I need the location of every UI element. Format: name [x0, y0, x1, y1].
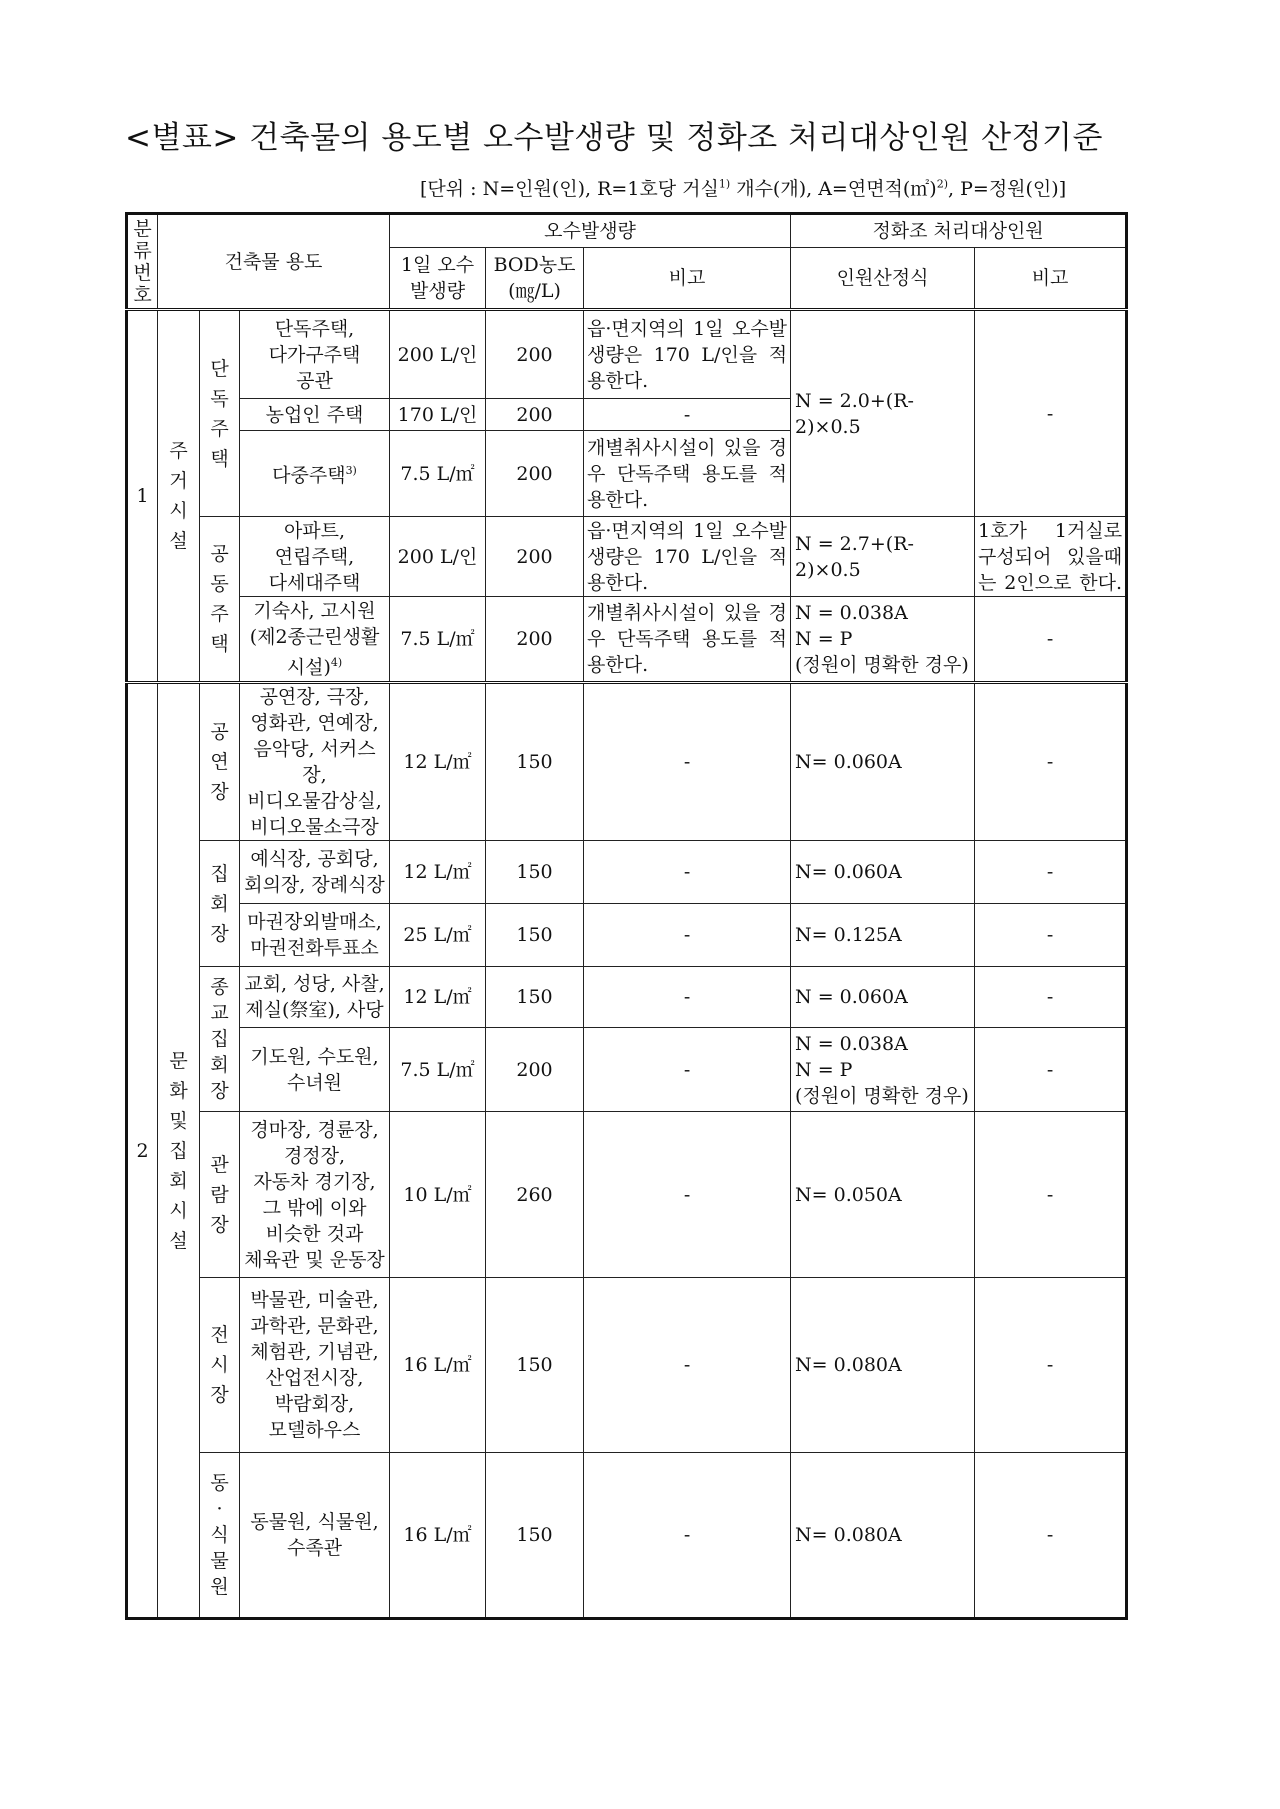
row-formula: N= 0.060A: [791, 841, 975, 904]
row-remark: -: [584, 1278, 791, 1453]
row-daily: 7.5 L/㎡: [390, 597, 486, 683]
row-bod: 150: [486, 841, 584, 904]
row-bod: 200: [486, 431, 584, 517]
row-remark: 읍·면지역의 1일 오수발생량은 170 L/인을 적용한다.: [584, 517, 791, 597]
units-text-2: 개수(개), A=연면적(㎡): [730, 178, 937, 200]
header-sewage: 오수발생량: [390, 214, 791, 248]
row-use: 공연장, 극장, 영화관, 연예장, 음악당, 서커스장, 비디오물감상실, 비디오물소극장: [240, 683, 390, 841]
row-bod: 200: [486, 399, 584, 431]
row-use: 마권장외발매소, 마권전화투표소: [240, 904, 390, 967]
table-row: [127, 1278, 1127, 1453]
units-text-1: [단위 : N=인원(인), R=1호당 거실: [420, 178, 719, 200]
row-formula: N = 0.060A: [791, 967, 975, 1028]
row-daily: 25 L/㎡: [390, 904, 486, 967]
row-bod: 150: [486, 967, 584, 1028]
row-use: 교회, 성당, 사찰, 제실(祭室), 사당: [240, 967, 390, 1028]
group-1-name: 주 거 시 설: [158, 310, 200, 683]
subcategory-cell: 전 시 장: [200, 1278, 240, 1453]
row-use: 예식장, 공회당, 회의장, 장례식장: [240, 841, 390, 904]
table-row: [127, 1028, 1127, 1112]
row-use: 박물관, 미술관, 과학관, 문화관, 체험관, 기념관, 산업전시장, 박람회장, 모델하우스: [240, 1278, 390, 1453]
row-note: -: [975, 1028, 1127, 1112]
row-note: -: [975, 1453, 1127, 1619]
row-use: 농업인 주택: [240, 399, 390, 431]
header-building-use: 건축물 용도: [158, 214, 390, 310]
row-remark: 읍·면지역의 1일 오수발생량은 170 L/인을 적용한다.: [584, 310, 791, 399]
row-bod: 150: [486, 1278, 584, 1453]
header-category-no: 분 류 번 호: [127, 214, 158, 310]
units-text-3: , P=정원(인)]: [948, 178, 1067, 200]
row-use: 아파트, 연립주택, 다세대주택: [240, 517, 390, 597]
row-use: 동물원, 식물원, 수족관: [240, 1453, 390, 1619]
row-bod: 200: [486, 517, 584, 597]
row-daily: 7.5 L/㎡: [390, 1028, 486, 1112]
row-bod: 150: [486, 904, 584, 967]
row-note: -: [975, 1112, 1127, 1278]
row-use: 경마장, 경륜장, 경정장, 자동차 경기장, 그 밖에 이와 비슷한 것과 체육관 및 운동장: [240, 1112, 390, 1278]
row-note: -: [975, 683, 1127, 841]
group-1-no: 1: [127, 310, 158, 683]
row-formula: N= 0.080A: [791, 1278, 975, 1453]
row-formula: N= 0.125A: [791, 904, 975, 967]
row-remark: -: [584, 399, 791, 431]
row-use: 단독주택, 다가구주택 공관: [240, 310, 390, 399]
header-remarks-2: 비고: [975, 248, 1127, 310]
row-remark: 개별취사시설이 있을 경우 단독주택 용도를 적용한다.: [584, 597, 791, 683]
row-remark: -: [584, 967, 791, 1028]
row-bod: 200: [486, 597, 584, 683]
table-row: [127, 1453, 1127, 1619]
units-footnote-1: 1): [718, 177, 731, 191]
row-daily: 12 L/㎡: [390, 967, 486, 1028]
header-formula: 인원산정식: [791, 248, 975, 310]
subcategory-cell: 종 교 집 회 장: [200, 967, 240, 1112]
row-daily: 16 L/㎡: [390, 1278, 486, 1453]
table-row: [127, 904, 1127, 967]
group-2-no: 2: [127, 683, 158, 1619]
row-formula: N = 0.038A N = P (정원이 명확한 경우): [791, 1028, 975, 1112]
row-use: 기도원, 수도원, 수녀원: [240, 1028, 390, 1112]
row-formula: N = 2.0+(R-2)×0.5: [791, 310, 975, 517]
row-formula: N= 0.060A: [791, 683, 975, 841]
header-bod: BOD농도 (㎎/L): [486, 248, 584, 310]
row-formula: N = 0.038A N = P (정원이 명확한 경우): [791, 597, 975, 683]
row-bod: 200: [486, 310, 584, 399]
row-bod: 200: [486, 1028, 584, 1112]
row-daily: 7.5 L/㎡: [390, 431, 486, 517]
row-remark: -: [584, 1028, 791, 1112]
row-note: -: [975, 1278, 1127, 1453]
row-daily: 12 L/㎡: [390, 683, 486, 841]
header-septic: 정화조 처리대상인원: [791, 214, 1127, 248]
row-note: -: [975, 841, 1127, 904]
row-remark: -: [584, 1112, 791, 1278]
row-daily: 170 L/인: [390, 399, 486, 431]
row-note: -: [975, 967, 1127, 1028]
row-remark: -: [584, 1453, 791, 1619]
group-1-sub-detached: 단 독 주 택: [200, 310, 240, 517]
row-remark: 개별취사시설이 있을 경우 단독주택 용도를 적용한다.: [584, 431, 791, 517]
table-row: [127, 683, 1127, 841]
row-formula: N= 0.080A: [791, 1453, 975, 1619]
row-bod: 150: [486, 683, 584, 841]
header-remarks: 비고: [584, 248, 791, 310]
table-row: [127, 967, 1127, 1028]
table-row: [127, 841, 1127, 904]
row-formula: N= 0.050A: [791, 1112, 975, 1278]
row-bod: 150: [486, 1453, 584, 1619]
row-formula: N = 2.7+(R-2)×0.5: [791, 517, 975, 597]
row-remark: -: [584, 683, 791, 841]
units-legend: [420, 174, 1170, 201]
standards-table: [125, 212, 1128, 1620]
row-daily: 12 L/㎡: [390, 841, 486, 904]
row-daily: 10 L/㎡: [390, 1112, 486, 1278]
row-daily: 200 L/인: [390, 310, 486, 399]
subcategory-cell: 공 연 장: [200, 683, 240, 841]
row-bod: 260: [486, 1112, 584, 1278]
subcategory-cell: 관 람 장: [200, 1112, 240, 1278]
subcategory-cell: 집 회 장: [200, 841, 240, 967]
row-use: 기숙사, 고시원 (제2종근린생활 시설)$^{4)}$: [240, 597, 390, 683]
table-row: [127, 1112, 1127, 1278]
page-title: <별표> 건축물의 용도별 오수발생량 및 정화조 처리대상인원 산정기준: [125, 120, 1103, 156]
row-use: 다중주택$^{3)}$: [240, 431, 390, 517]
row-remark: -: [584, 841, 791, 904]
row-remark: -: [584, 904, 791, 967]
row-note: -: [975, 310, 1127, 517]
row-note: -: [975, 597, 1127, 683]
group-2-name: 문 화 및 집 회 시 설: [158, 683, 200, 1619]
row-daily: 16 L/㎡: [390, 1453, 486, 1619]
units-footnote-2: 2): [936, 177, 949, 191]
subcategory-cell: 동 · 식 물 원: [200, 1453, 240, 1619]
row-daily: 200 L/인: [390, 517, 486, 597]
row-note: -: [975, 904, 1127, 967]
group-1-sub-apartment: 공 동 주 택: [200, 517, 240, 683]
header-daily-sewage: 1일 오수 발생량: [390, 248, 486, 310]
row-note: 1호가 1거실로 구성되어 있을때는 2인으로 한다.: [975, 517, 1127, 597]
